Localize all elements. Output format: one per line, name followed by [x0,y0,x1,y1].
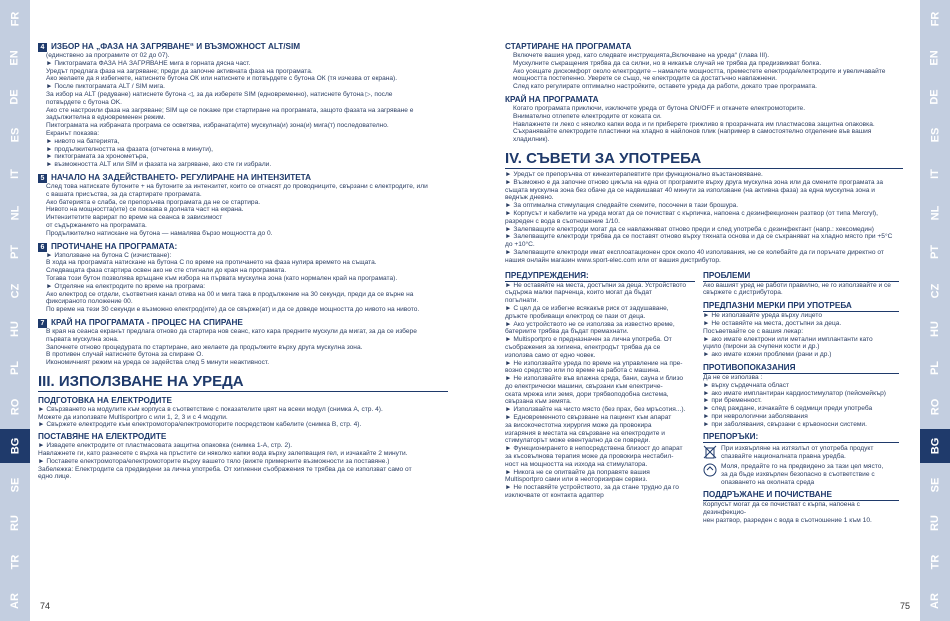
text-line: ► Възможно е да започне отново цикъла на една от програмите върху друга мускулна зона или да смените програмата за [505,178,884,186]
text-line: Уредът предлага фаза на загряване; преди да започне активната фаза на програмата. [46,67,313,75]
text-line: разреден с вода в съотношение 1/10. [505,217,620,225]
lang-tab-en[interactable] [0,41,30,75]
text-line: ► при заболявания, свързани с кръвоносни системи. [703,420,867,428]
text-line: След това натискате бутоните + на бутоните за интензитет, които се отнасят до проводниците, свързани с електродите, или [46,182,428,190]
lang-tab-pl[interactable] [920,351,950,385]
text-line: ност на мощността на изхода на стимулатора. [505,460,648,468]
text-line: изключвате от контакта адаптер [505,492,604,500]
section-4 [38,42,448,169]
text-line: ► Едновременното свързване на пациент към апарат [505,414,672,422]
text-line: свързана към земята. [505,398,572,406]
lang-tab-label: SE [9,477,21,492]
lang-tab-label: EN [929,50,941,66]
two-columns [505,271,903,525]
text-line: съображения за хигиена, електродът трябва да се [505,343,661,351]
lang-tab-label: SE [929,477,941,492]
lang-tab-label: PL [9,361,21,376]
page-number-left: 74 [40,601,51,611]
text-line: За избор на ALT (редуване) натиснете бутона ◁, за да изберете SIM (едновременно), натиснете бутона ▷, после [46,90,393,98]
lang-tab-ar[interactable] [0,584,30,618]
text-line: ► Залепващите електроди могат да се навлажняват отново преди и след употреба с дезинфектант (напр.: хексомедин) [505,225,874,233]
text-line: същата мускулна зона без обаче да се надвишават 40 минути за използване (на активна фаза) за една мускулна зона и [505,186,875,194]
text-line: с вашата присъства, за да стартирате програмата. [46,190,202,198]
text-line: ► възможността ALT или SIM и фазата на загряване, ако сте ги избрали. [46,161,272,169]
section-6 [38,242,448,314]
lang-tab-de[interactable] [920,80,950,114]
text-line: Продължително натискане на бутона — намалява бързо мощността до 0. [46,229,273,237]
contra-body [703,374,899,429]
lang-tab-label: TR [928,554,941,570]
prep-title: ПОДГОТОВКА НА ЕЛЕКТРОДИТЕ [38,395,172,405]
text-line: ► За оптимална стимулация следвайте схемите, посочени в тази брошура. [505,202,739,210]
lang-tab-hu[interactable] [920,312,950,346]
page-number-right: 75 [900,601,911,611]
text-line: Навлажнете ги леко с няколко капки вода и ги приберете грижливо в прозрачната им пластмасова защитна опаковка. [513,120,875,128]
text-line: Пиктограмата на избраната програма се осветява, избраната(ите) мускулна(и) зона(и) мига(т) последователно. [46,122,389,130]
lang-tab-pl[interactable] [0,351,30,385]
lang-tab-label: PT [9,244,21,259]
text-line: Ако батерията е слаба, се препоръчва програмата да не се стартира. [46,198,261,206]
end-title: КРАЙ НА ПРОГРАМАТА [505,94,599,104]
text-line: Ако вашият уред не работи правилно, не го използвайте и се [703,281,891,289]
text-line: фиксираното положение 00. [46,298,133,306]
lang-tab-ro[interactable] [0,390,30,424]
text-line: Съхранявайте електродите пластинки на хладно в найлонов плик (например в самостоятелно отделение във вашия [513,128,872,136]
lang-tab-nl[interactable] [0,196,30,230]
text-line: Тогава този бутон позволява връщане към избора на първата мускулна зона (като нормален край на програмата). [46,274,398,282]
lang-tab-ru[interactable] [920,506,950,540]
text-line: ► Не използвайте уреда върху лицето [703,312,822,320]
text-line: изгаряния в местата на свързване на електродите и [505,429,665,437]
lang-tab-label: RO [9,398,21,416]
right-page [505,42,903,525]
text-line: В хода на програмата натискане на бутона C по време на протичането на фаза нулира времето на същата. [46,259,377,267]
lang-tab-label: PT [929,244,941,259]
text-line: След като регулирате оптимално настройките, оставете уреда да работи, докато трае програмата. [513,83,817,91]
start-body [505,52,903,91]
lang-tab-label: CZ [928,283,941,298]
text-line: съдържа малки парченца, които могат да бъдат [505,289,652,297]
lang-tab-label: RU [928,515,941,532]
text-line: ► при бременност. [703,397,762,405]
lang-tab-tr[interactable] [0,545,30,579]
text-line: Посъветвайте се с вашия лекар: [703,327,804,335]
maintenance-body [703,501,899,524]
text-line: ► ако имате електрони или метални имплантанти като [703,335,873,343]
lang-tab-bg[interactable] [0,429,30,463]
lang-tab-label: PL [929,361,941,376]
section-body [38,328,448,367]
recycle-icon [703,463,717,477]
problems-body [703,282,899,298]
text-line: ► Използвайте на чисто място (без прах, без мръсотия...). [505,406,686,414]
section-number: 4 [38,43,47,52]
text-line: ► Свързването на модулите към корпуса в съответствие с показателите цвят на всеки модул (снимка А, стр. 4). [38,405,383,413]
text-line: Интензитетите варират по време на сеанса в зависимост [46,214,223,222]
text-line: ► ако имате имплантиран кардиостимулатор (пейсмейкър) [703,389,886,397]
lang-tab-label: RO [929,398,941,416]
text-line: При изхвърляне на изтязлъл от употреба продукт [721,445,874,453]
lang-tab-ru[interactable] [0,506,30,540]
recycle-row-2 [703,463,899,486]
problems-title: ПРОБЛЕМИ [703,271,899,282]
section-7 [38,318,448,367]
text-line: до +10°C. [505,241,535,249]
text-line: ► Не оставяйте на места, достъпни за деца. [703,319,842,327]
text-line: ► Поставете електромотора/електромоторите върху вашето тяло (вижте примерните възможности за поставяне.) [38,457,390,465]
lang-tab-de[interactable] [0,80,30,114]
text-line: нен разтвор, разреден с вода в съотношение 1 към 10. [703,517,872,525]
text-line: ► Функционирането в непосредствена близост до апарат [505,445,683,453]
text-line: возно средство или по време на работа с машина. [505,367,661,375]
lang-tab-ar[interactable] [920,584,950,618]
lang-tab-label: HU [8,321,21,338]
lang-tab-it[interactable] [0,157,30,191]
part-title: III. ИЗПОЛЗВАНЕ НА УРЕДА [38,373,448,392]
text-line: ► продължителността на фазата (отчетена в минути), [46,145,213,153]
text-line: едно лице. [38,473,72,481]
lang-tab-cz[interactable] [0,274,30,308]
lang-tab-label: AR [928,593,941,609]
text-line: Корпусът могат да се почистват с кърпа, напоена с дезинфекцио- [703,501,860,517]
text-line: първата мускулна зона. [46,335,119,343]
text-line: ► Уредът се препоръчва от кинезитерапевтите при функционално възстановяване. [505,170,763,178]
lang-tab-label: RU [8,515,21,532]
text-line: ► Залепващите електроди трябва да се поставят отново върху тяхната основа и да се съхраняват на хладно място при +5°C [505,233,893,241]
text-line: Забележка: Електродите са предвидени за лична употреба. От хигиенни съображения те трябва да се използват само от [38,465,412,473]
text-line: опазването на околната среда [721,478,815,486]
text-line: ► Multisportpro е предназначен за лична употреба. От [505,336,672,344]
lang-tab-label: ES [9,128,21,143]
language-tabs-left [0,0,30,621]
place-body [38,442,448,481]
lang-tab-ro[interactable] [920,390,950,424]
section-body [38,52,448,169]
text-line: Внимателно отлепете електродите от кожата си. [513,112,662,120]
text-line: ► После пиктограмата ALT / SIM мига. [46,83,165,91]
text-line: ► Извадете електродите от пластмасовата защитна опаковка (снимка 1-A, стр. 2). [38,442,293,450]
text-line: ► при неврологични заболявания [703,412,808,420]
text-line: нашия онлайн магазин www.sport-elec.com или от вашия дистрибутор. [505,256,721,264]
text-line: Икономичният режим на уреда се задейства след 5 минути неактивност. [46,359,270,367]
info-column [703,271,899,525]
text-line: В противен случай натиснете бутона за спиране O. [46,351,204,359]
text-line: ► Не използвайте уреда по време на управление на пре- [505,359,683,367]
text-line: По време на тези 30 секунди е възможно електрод(ите) да се свърже(ат) и да се доведе мощността до нивото на нивото. [46,306,420,314]
part-3 [38,373,448,481]
lang-tab-label: ES [929,128,941,143]
text-line: Можете да използвате Multisportpro с или 1, 2, 3 и с 4 модули. [38,413,228,421]
text-line: Моля, предайте го на предвидено за тази цел място, [721,463,884,471]
lang-tab-label: FR [928,11,941,27]
precautions-body [703,312,899,359]
lang-tab-fr[interactable] [0,2,30,36]
lang-tab-label: DE [9,88,21,105]
lang-tab-label: IT [929,169,941,180]
lang-tab-it[interactable] [920,157,950,191]
text-line: ► Не поставяйте устройството, за да стане трудно да го [505,484,679,492]
section-5 [38,173,448,238]
text-line: ► Пиктограмата ФАЗА НА ЗАГРЯВАНЕ мига в горната дясна част. [46,59,251,67]
text-line: ► нивото на батерията, [46,137,120,145]
lang-tab-label: NL [928,205,941,221]
lang-tab-label: NL [8,205,21,221]
warnings-title: ПРЕДУПРЕЖДЕНИЯ: [505,271,695,282]
section-title: НАЧАЛО НА ЗАДЕЙСТВАНЕТО- РЕГУЛИРАНЕ НА ИНТЕНЗИТЕТА [51,172,312,182]
lang-tab-fr[interactable] [920,2,950,36]
text-line: ► пиктограмата за хронометъра, [46,153,149,161]
section-number: 7 [38,319,47,328]
text-line: Ако желаете да я избегнете, натиснете бутона ОК или натиснете и потвърдете с бутона ОК (тя изчезва от екрана). [46,75,398,83]
text-line: до електрически машини, свързани към електриче- [505,382,663,390]
section-number: 6 [38,243,47,252]
text-line: за високочестотна хирургия може да провокира [505,421,652,429]
text-line: потвърдете с бутона OK. [46,98,122,106]
text-line: ► Отделяне на електродите по време на програма: [46,282,206,290]
precautions-title: ПРЕДПАЗНИ МЕРКИ ПРИ УПОТРЕБА [703,301,899,312]
text-line: веднъж дневно. [505,194,554,202]
text-line: ► след раждане, изчакайте 6 седмици преди употреба [703,405,873,413]
lang-tab-label: EN [9,50,21,66]
text-line: за късовълнова терапия може да провокира нестабил- [505,453,674,461]
text-line: ► Свържете електродите към електромотора/електромоторите посредством кабелите (снимка B, стр. 4). [38,421,362,429]
text-line: хладилник). [513,136,550,144]
lang-tab-label: IT [9,169,21,180]
text-line: Когато програмата приключи, изключете уреда от бутона ON/OFF и откачете електромоторите. [513,104,806,112]
lang-tab-se[interactable] [0,468,30,502]
lang-tab-se[interactable] [920,468,950,502]
text-line: Навлажнете ги, като разнесете с върха на пръстите си няколко капки вода върху залепващия гел, и изчакайте 2 минути. [38,450,408,458]
lang-tab-label: AR [8,593,21,609]
text-line: дръжте пробиващи електрод се пази от деца. [505,312,646,320]
warnings-column [505,271,695,525]
text-line: уцило (пирони за счупени кости и др.) [703,343,820,351]
lang-tab-bg[interactable] [920,429,950,463]
section-body [38,252,448,314]
crossed-bin-icon [703,445,717,459]
lang-tab-es[interactable] [920,118,950,152]
part-4-title: IV. СЪВЕТИ ЗА УПОТРЕБА [505,150,903,169]
text-line: Включете вашия уред, като следвате инструкцията„Включване на уреда“ (глава III). [513,52,770,59]
text-line: ► Никога не се опитвайте да поправяте вашия [505,468,650,476]
text-line: (единствено за програмите от 02 до 07). [46,52,170,59]
text-line: ► С цел да се избегне всякакъв риск от задушаване, [505,304,669,312]
lang-tab-cz[interactable] [920,274,950,308]
lang-tab-label: HU [928,321,941,338]
text-line: ► Корпусът и кабелите на уреда могат да се почистват с кърпичка, напоена с дезинфекционен разтвор (от типа Mercryl), [505,209,878,217]
recycle-text-1 [721,445,873,461]
lang-tab-label: FR [8,11,21,27]
place-title: ПОСТАВЯНЕ НА ЕЛЕКТРОДИТЕ [38,432,167,442]
end-body [505,105,903,144]
text-line: ► Залепващите електроди имат експлоатационен срок около 40 използвания, не се колебайте да ги поръчате директно от [505,248,884,256]
lang-tab-pt[interactable] [920,235,950,269]
text-line: Ако сте настроили фаза на загряване; SIM ще се покаже при стартиране на програмата, защото фазата на загряване е [46,106,414,114]
start-title: СТАРТИРАНЕ НА ПРОГРАМАТА [505,42,632,51]
lang-tab-hu[interactable] [0,312,30,346]
text-line: ► Не оставяйте на места, достъпни за деца. Устройството [505,281,687,289]
lang-tab-label: TR [8,554,21,570]
part-4-body [505,171,903,265]
language-tabs-right [920,0,950,621]
text-line: погълнати. [505,297,539,305]
lang-tab-label: BG [929,437,941,455]
recycle-row [703,445,899,461]
contra-title: ПРОТИВОПОКАЗАНИЯ [703,363,899,374]
lang-tab-nl[interactable] [920,196,950,230]
lang-tab-label: DE [929,88,941,105]
text-line: спазвайте националната правна уредба. [721,453,846,461]
text-line: задължителна в едновременен режим. [46,114,166,122]
text-line: стимулаторът може евентуално да се повреди. [505,437,651,445]
prep-body [38,406,448,429]
section-number: 5 [38,174,47,183]
text-line: Екранът показва: [46,129,100,137]
section-title: КРАЙ НА ПРОГРАМАТА - ПРОЦЕС НА СПИРАНЕ [51,317,243,327]
text-line: мощността постепенно. Уверете се също, че електродите са достатъчно навлажнени. [513,75,777,83]
text-line: от съдържанието на програмата. [46,221,147,229]
recommend-title: ПРЕПОРЪКИ: [703,432,899,443]
text-line: Започнете отново процедурата по стартиране, ако желаете да продължите върху друга мускулна зона. [46,343,363,351]
section-title: ПРОТИЧАНЕ НА ПРОГРАМАТА: [51,241,178,251]
section-body [38,183,448,238]
text-line: батериите трябва да бъдат премахнати. [505,328,629,336]
lang-tab-label: BG [9,437,21,455]
text-line: В края на сеанса екранът предлага отново да стартира нов сеанс, като кара предните мускули да мигат, за да се избере [46,327,417,335]
lang-tab-en[interactable] [920,41,950,75]
text-line: ► ако имате кожни проблеми (рани и др.) [703,351,832,359]
text-line: Multisportpro сами или в неоторизиран сервиз. [505,476,648,484]
text-line: Следващата фаза стартира освен ако не сте стигнали до края на програмата. [46,267,287,275]
left-page [38,42,448,481]
lang-tab-pt[interactable] [0,235,30,269]
text-line: за да бъде изхвърлен безопасно в съответствие с [721,470,875,478]
lang-tab-tr[interactable] [920,545,950,579]
maintenance-title: ПОДДРЪЖАНЕ И ПОЧИСТВАНЕ [703,490,899,501]
text-line: ► Не използвайте във влажна среда, бани, сауна и близо [505,375,684,383]
text-line: ► върху сърдечната област [703,381,790,389]
lang-tab-es[interactable] [0,118,30,152]
text-line: ► Използване на бутона C (изчистване): [46,251,172,259]
lang-tab-label: CZ [8,283,21,298]
text-line: използва само от едно човек. [505,351,596,359]
section-title: ИЗБОР НА „ФАЗА НА ЗАГРЯВАНЕ“ И ВЪЗМОЖНОСТ ALT/SIM [51,42,301,51]
text-line: свържете с дистрибутора. [703,289,783,297]
warnings-body [505,282,695,500]
recycle-text-2 [721,463,883,486]
text-line: Да не се използва : [703,373,763,381]
text-line: ската мрежа или земя, дори трябвоподобна система, [505,390,669,398]
text-line: Ако електрод се отдели, съответния канал отива на 00 и мига така в продължение на 30 секунди, преди да се върне на [46,290,414,298]
text-line: Мускулните съкращения трябва да са силни, но в никакъв случай не трябва да предизвикват болка. [513,59,822,67]
text-line: ► Ако устройството не се използва за известно време, [505,320,675,328]
text-line: Нивото на мощността(ите) се показва в долната част на екрана. [46,206,244,214]
text-line: Ако усещате дискомфорт около електродите – намалете мощността, преместете електрода/електродите и увеличавайте [513,67,886,75]
